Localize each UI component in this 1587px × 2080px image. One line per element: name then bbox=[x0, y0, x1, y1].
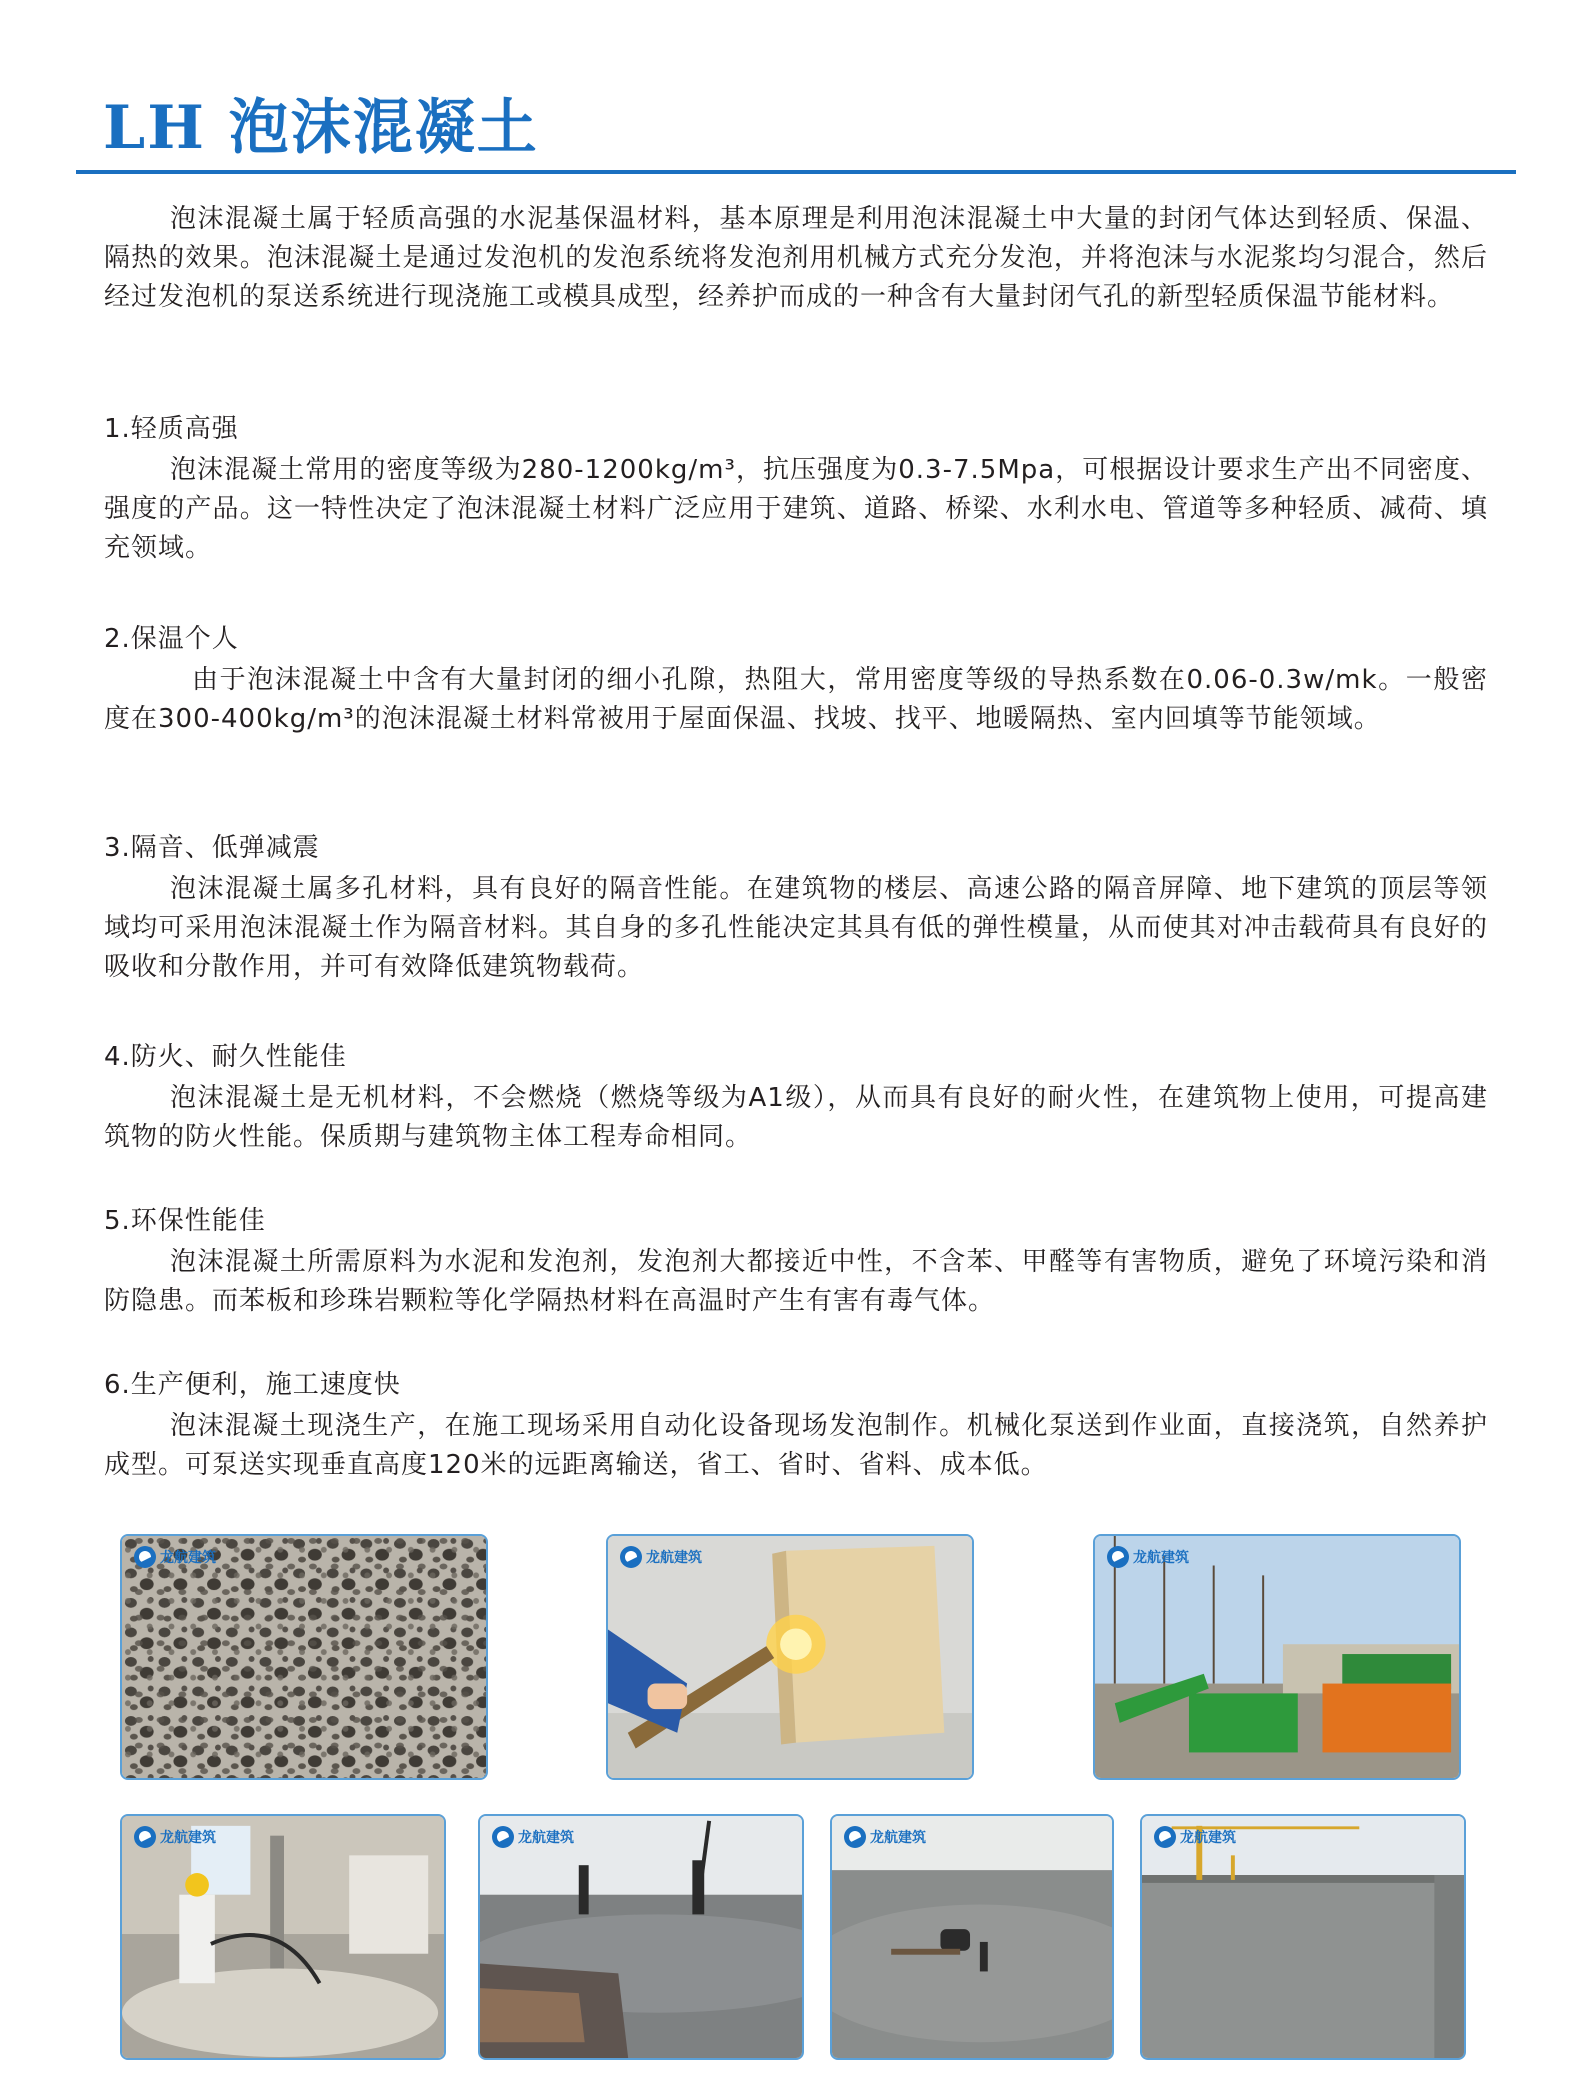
section-body-5: 泡沫混凝土所需原料为水泥和发泡剂，发泡剂大都接近中性，不含苯、甲醛等有害物质，避免了环境污染和消防隐患。而苯板和珍珠岩颗粒等化学隔热材料在高温时产生有害有毒气体。 bbox=[104, 1247, 1488, 1316]
brand-logo-text: 龙航建筑 bbox=[160, 1830, 216, 1846]
brand-watermark bbox=[492, 1826, 574, 1848]
brand-logo-text: 龙航建筑 bbox=[1180, 1830, 1236, 1846]
photo-foam-texture bbox=[120, 1534, 488, 1780]
photo-roof-pouring bbox=[478, 1814, 804, 2060]
photo-finished-roof bbox=[1140, 1814, 1466, 2060]
brand-logo-text: 龙航建筑 bbox=[1133, 1550, 1189, 1566]
brand-logo-text: 龙航建筑 bbox=[646, 1550, 702, 1566]
section-heading-4: 4.防火、耐久性能佳 bbox=[104, 1042, 347, 1072]
section-heading-6: 6.生产便利，施工速度快 bbox=[104, 1370, 401, 1400]
photo-indoor-pouring bbox=[120, 1814, 446, 2060]
brand-logo-icon bbox=[620, 1546, 642, 1568]
section-body-3: 泡沫混凝土属多孔材料，具有良好的隔音性能。在建筑物的楼层、高速公路的隔音屏障、地下建筑的顶层等领域均可采用泡沫混凝土作为隔音材料。其自身的多孔性能决定其具有低的弹性模量，从而使其对冲击载荷具有良好的吸收和分散作用，并可有效降低建筑物载荷。 bbox=[104, 874, 1488, 982]
brand-logo-icon bbox=[492, 1826, 514, 1848]
brand-logo-text: 龙航建筑 bbox=[518, 1830, 574, 1846]
photo-leveling bbox=[830, 1814, 1114, 2060]
title-divider bbox=[76, 170, 1516, 174]
brand-watermark bbox=[134, 1546, 216, 1568]
brand-logo-text: 龙航建筑 bbox=[160, 1550, 216, 1566]
section-body-1: 泡沫混凝土常用的密度等级为280-1200kg/m³，抗压强度为0.3-7.5Mpa，可根据设计要求生产出不同密度、强度的产品。这一特性决定了泡沫混凝土材料广泛应用于建筑、道路、桥梁、水利水电、管道等多种轻质、减荷、填充领域。 bbox=[104, 455, 1488, 563]
section-body-2: 由于泡沫混凝土中含有大量封闭的细小孔隙，热阻大，常用密度等级的导热系数在0.06-0.3w/mk。一般密度在300-400kg/m³的泡沫混凝土材料常被用于屋面保温、找坡、找平、地暖隔热、室内回填等节能领域。 bbox=[104, 665, 1488, 734]
brand-logo-icon bbox=[134, 1546, 156, 1568]
section-body-4: 泡沫混凝土是无机材料，不会燃烧（燃烧等级为A1级），从而具有良好的耐火性，在建筑物上使用，可提高建筑物的防火性能。保质期与建筑物主体工程寿命相同。 bbox=[104, 1083, 1488, 1152]
brand-logo-icon bbox=[1107, 1546, 1129, 1568]
brand-logo-icon bbox=[1154, 1826, 1176, 1848]
intro-paragraph: 泡沫混凝土属于轻质高强的水泥基保温材料，基本原理是利用泡沫混凝土中大量的封闭气体达到轻质、保温、隔热的效果。泡沫混凝土是通过发泡机的发泡系统将发泡剂用机械方式充分发泡，并将泡沫与水泥浆均匀混合，然后经过发泡机的泵送系统进行现浇施工或模具成型，经养护而成的一种含有大量封闭气孔的新型轻质保温节能材料。 bbox=[104, 204, 1488, 312]
brand-logo-icon bbox=[844, 1826, 866, 1848]
brand-logo-text: 龙航建筑 bbox=[870, 1830, 926, 1846]
brand-watermark bbox=[1154, 1826, 1236, 1848]
brand-logo-icon bbox=[134, 1826, 156, 1848]
section-heading-1: 1.轻质高强 bbox=[104, 414, 239, 444]
page-title: LH 泡沫混凝土 bbox=[103, 93, 539, 163]
brand-watermark bbox=[1107, 1546, 1189, 1568]
brand-watermark bbox=[134, 1826, 216, 1848]
section-heading-2: 2.保温个人 bbox=[104, 624, 239, 654]
brand-watermark bbox=[620, 1546, 702, 1568]
section-body-6: 泡沫混凝土现浇生产，在施工现场采用自动化设备现场发泡制作。机械化泵送到作业面，直接浇筑，自然养护成型。可泵送实现垂直高度120米的远距离输送，省工、省时、省料、成本低。 bbox=[104, 1411, 1488, 1480]
photo-foaming-machines bbox=[1093, 1534, 1461, 1780]
brand-watermark bbox=[844, 1826, 926, 1848]
photo-fire-test bbox=[606, 1534, 974, 1780]
section-heading-5: 5.环保性能佳 bbox=[104, 1206, 266, 1236]
section-heading-3: 3.隔音、低弹减震 bbox=[104, 833, 320, 863]
